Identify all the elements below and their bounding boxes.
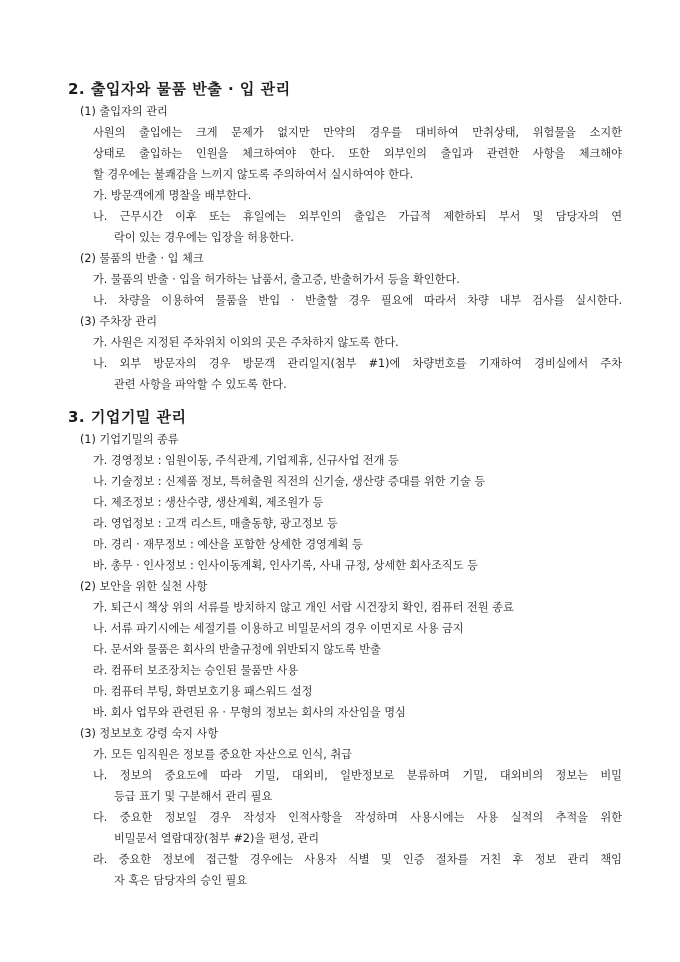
list-item: 라. 중요한 정보에 접근할 경우에는 사용자 식별 및 인증 절차를 거친 후 정보 관리 책임: [93, 853, 622, 866]
list-item-continuation: 관련 사항을 파악할 수 있도록 한다.: [114, 378, 287, 391]
list-item: 라. 컴퓨터 보조장치는 승인된 물품만 사용: [93, 664, 299, 677]
list-item: 가. 방문객에게 명찰을 배부한다.: [93, 189, 252, 202]
section-3-1-title: (1) 기업기밀의 종류: [80, 433, 179, 446]
list-item: 나. 정보의 중요도에 따라 기밀, 대외비, 일반정보로 분류하며 기밀, 대외비의 정보는 비밀: [93, 769, 622, 782]
section-2-1-title: (1) 출입자의 관리: [80, 105, 168, 118]
list-item: 가. 경영정보 : 임원이동, 주식관계, 기업제휴, 신규사업 전개 등: [93, 454, 399, 467]
list-item-continuation: 자 혹은 담당자의 승인 필요: [114, 874, 248, 887]
section-2-title: 2. 출입자와 물품 반출 · 입 관리: [68, 80, 291, 98]
list-item: 나. 서류 파기시에는 세절기를 이용하고 비밀문서의 경우 이면지로 사용 금지: [93, 622, 464, 635]
list-item: 나. 근무시간 이후 또는 휴일에는 외부인의 출입은 가급적 제한하되 부서 및 담당자의 연: [93, 210, 622, 223]
list-item: 라. 영업정보 : 고객 리스트, 매출동향, 광고정보 등: [93, 517, 338, 530]
list-item: 가. 모든 임직원은 정보를 중요한 자산으로 인식, 취급: [93, 748, 352, 761]
list-item: 다. 문서와 물품은 회사의 반출규정에 위반되지 않도록 반출: [93, 643, 381, 656]
section-3-title: 3. 기업기밀 관리: [68, 408, 187, 426]
list-item-continuation: 락이 있는 경우에는 입장을 허용한다.: [114, 231, 294, 244]
list-item: 나. 기술정보 : 신제품 정보, 특허출원 직전의 신기술, 생산량 증대를 위한 기술 등: [93, 475, 486, 488]
list-item: 바. 회사 업무와 관련된 유 · 무형의 정보는 회사의 자산임을 명심: [93, 706, 406, 719]
section-3-2-title: (2) 보안을 위한 실천 사항: [80, 580, 208, 593]
list-item-continuation: 등급 표기 및 구분해서 관리 필요: [114, 790, 273, 803]
paragraph-line: 상태로 출입하는 인원을 체크하여야 한다. 또한 외부인의 출입과 관련한 사항을 체크해야: [93, 147, 622, 160]
list-item: 가. 퇴근시 책상 위의 서류를 방치하지 않고 개인 서랍 시건장치 확인, 컴퓨터 전원 종료: [93, 601, 514, 614]
list-item: 마. 컴퓨터 부팅, 화면보호기용 패스워드 설정: [93, 685, 313, 698]
section-2-2-title: (2) 물품의 반출 · 입 체크: [80, 252, 204, 265]
section-3-3-title: (3) 정보보호 강령 숙지 사항: [80, 727, 219, 740]
list-item: 가. 물품의 반출 · 입을 허가하는 납품서, 출고증, 반출허가서 등을 확인한다.: [93, 273, 460, 286]
paragraph-line: 사원의 출입에는 크게 문제가 없지만 만약의 경우를 대비하여 만취상태, 위험물을 소지한: [93, 126, 622, 139]
list-item: 바. 총무 · 인사정보 : 인사이동계획, 인사기록, 사내 규정, 상세한 회사조직도 등: [93, 559, 478, 572]
list-item: 마. 경리 · 재무정보 : 예산을 포함한 상세한 경영계획 등: [93, 538, 363, 551]
section-2-3-title: (3) 주차장 관리: [80, 315, 157, 328]
list-item: 다. 중요한 정보일 경우 작성자 인적사항을 작성하며 사용시에는 사용 실적의 추적을 위한: [93, 811, 622, 824]
list-item: 나. 외부 방문자의 경우 방문객 관리일지(첨부 #1)에 차량번호를 기재하여 경비실에서 주차: [93, 357, 622, 370]
list-item: 다. 제조정보 : 생산수량, 생산계획, 제조원가 등: [93, 496, 324, 509]
list-item-continuation: 비밀문서 열람대장(첨부 #2)을 편성, 관리: [114, 832, 320, 845]
paragraph-line: 할 경우에는 불쾌감을 느끼지 않도록 주의하여서 실시하여야 한다.: [93, 168, 414, 181]
list-item: 가. 사원은 지정된 주차위치 이외의 곳은 주차하지 않도록 한다.: [93, 336, 399, 349]
list-item: 나. 차량을 이용하여 물품을 반입 · 반출할 경우 필요에 따라서 차량 내부 검사를 실시한다.: [93, 294, 622, 307]
